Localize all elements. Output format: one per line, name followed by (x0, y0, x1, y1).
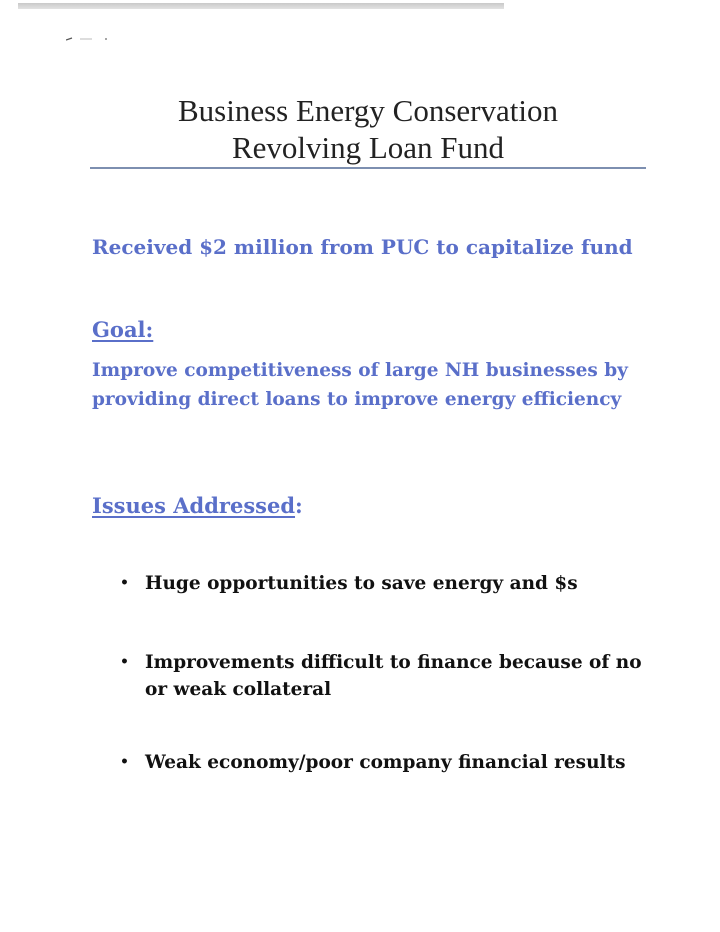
list-item (120, 749, 660, 776)
funding-statement: Received $2 million from PUC to capitalize fund (92, 235, 633, 259)
issues-heading-colon: : (295, 493, 303, 518)
bullet-text: Improvements difficult to finance because of no or weak collateral (145, 652, 642, 700)
title-line-2: Revolving Loan Fund (231, 130, 505, 165)
page-title (90, 92, 646, 166)
title-line-1: Business Energy Conservation (177, 93, 558, 128)
goal-heading: Goal: (92, 317, 154, 342)
bullet-marker: • (120, 654, 129, 670)
scan-edge-bar (18, 3, 504, 9)
bullet-text: Huge opportunities to save energy and $s (145, 573, 578, 594)
list-item (120, 570, 660, 597)
bullet-marker: • (120, 754, 129, 770)
goal-description: Improve competitiveness of large NH businesses by providing direct loans to improve energy efficiency (92, 360, 628, 410)
bullet-text: Weak economy/poor company financial results (145, 752, 626, 773)
bullet-marker: • (120, 575, 129, 591)
list-item (120, 649, 660, 703)
scan-speck-marks (66, 36, 110, 42)
issues-heading (92, 492, 303, 520)
title-underline-rule (90, 167, 646, 169)
issues-heading-label: Issues Addressed (92, 493, 296, 518)
